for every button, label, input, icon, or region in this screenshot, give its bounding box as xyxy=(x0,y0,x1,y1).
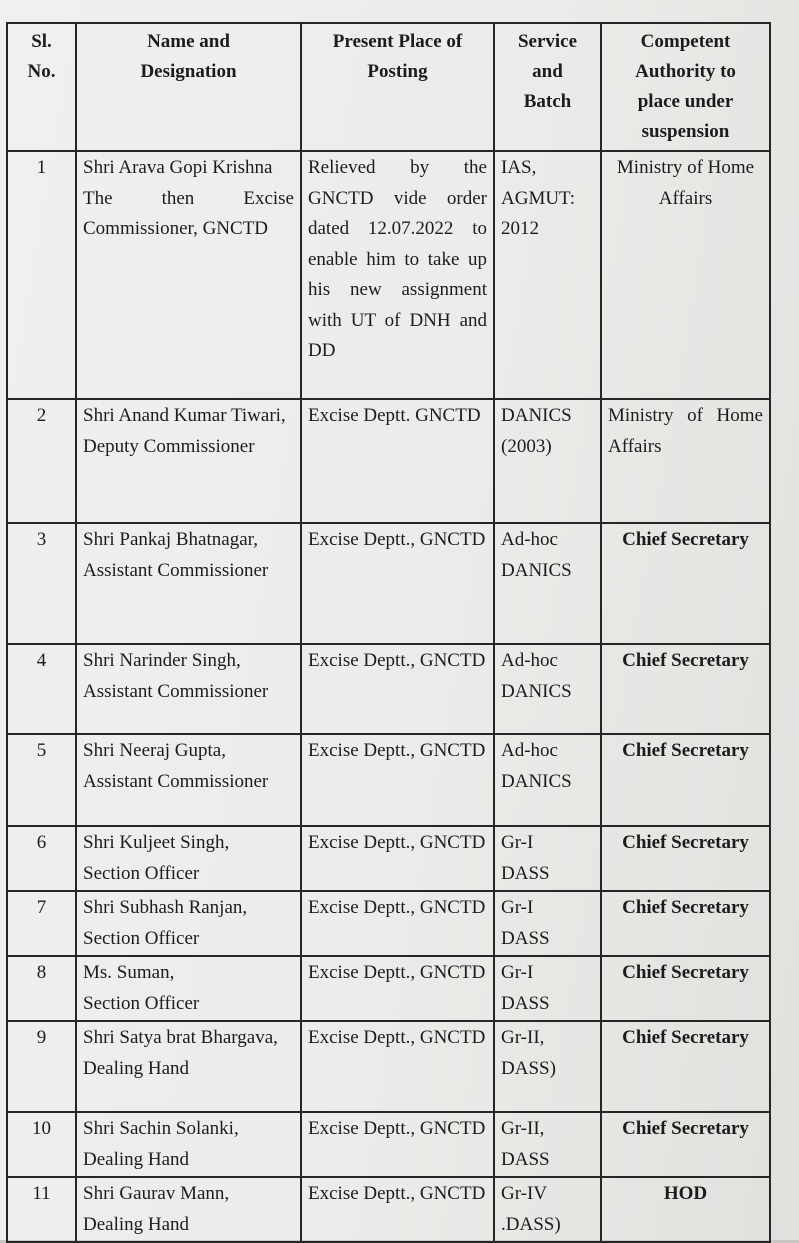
cell-service-batch xyxy=(494,644,601,734)
posting-text: Excise Deptt., GNCTD xyxy=(308,897,486,918)
header-row xyxy=(7,23,770,151)
cell-competent-authority xyxy=(601,399,770,523)
posting-text: Relieved by the GNCTD vide order dated 12.07.2022 to enable him to take up his new assignment with UT of DNH and DD xyxy=(308,157,487,361)
service-line: Gr-IV xyxy=(501,1183,548,1204)
header-line: Service xyxy=(517,31,578,52)
cell-posting xyxy=(301,399,494,523)
table-row xyxy=(7,956,770,1021)
service-line: Ad-hoc xyxy=(501,529,558,550)
service-line: DASS xyxy=(501,1148,550,1170)
cell-posting xyxy=(301,891,494,956)
authority-text: Chief Secretary xyxy=(622,529,749,550)
cell-name-designation xyxy=(76,399,301,523)
cell-competent-authority xyxy=(601,1021,770,1112)
cell-service-batch xyxy=(494,1177,601,1242)
cell-name-designation xyxy=(76,956,301,1021)
cell-competent-authority xyxy=(601,826,770,891)
cell-service-batch xyxy=(494,523,601,644)
designation: Section Officer xyxy=(83,992,200,1014)
service-line: .DASS) xyxy=(501,1213,561,1235)
cell-service-batch xyxy=(494,734,601,826)
sl-no: 6 xyxy=(36,832,47,853)
cell-sl-no xyxy=(7,399,76,523)
table-row xyxy=(7,1021,770,1112)
person-name: Shri Gaurav Mann, xyxy=(83,1183,230,1204)
person-name: Shri Arava Gopi Krishna xyxy=(83,157,273,178)
person-name: Shri Pankaj Bhatnagar, xyxy=(83,529,258,550)
header-present-posting xyxy=(301,23,494,151)
table-row xyxy=(7,1112,770,1177)
designation: Assistant Commissioner xyxy=(83,770,269,792)
cell-competent-authority xyxy=(601,644,770,734)
person-name: Shri Narinder Singh, xyxy=(83,650,241,671)
cell-name-designation xyxy=(76,1021,301,1112)
authority-text: Chief Secretary xyxy=(622,832,749,853)
authority-text: Chief Secretary xyxy=(622,1027,749,1048)
cell-posting xyxy=(301,1177,494,1242)
cell-name-designation xyxy=(76,523,301,644)
person-name: Shri Neeraj Gupta, xyxy=(83,740,226,761)
cell-sl-no xyxy=(7,1021,76,1112)
sl-no: 2 xyxy=(36,405,47,426)
designation: Assistant Commissioner xyxy=(83,680,269,702)
designation: Dealing Hand xyxy=(83,1057,190,1079)
sl-no: 10 xyxy=(32,1118,51,1139)
service-line: DASS xyxy=(501,862,550,884)
cell-service-batch xyxy=(494,891,601,956)
designation: Section Officer xyxy=(83,927,200,949)
service-line: DASS xyxy=(501,927,550,949)
cell-name-designation xyxy=(76,891,301,956)
sl-no: 1 xyxy=(36,157,47,178)
sl-no: 3 xyxy=(36,529,47,550)
header-name-designation xyxy=(76,23,301,151)
header-competent-authority xyxy=(601,23,770,151)
sl-no: 4 xyxy=(36,650,47,671)
designation: Dealing Hand xyxy=(83,1213,190,1235)
authority-text: Chief Secretary xyxy=(622,650,749,671)
cell-sl-no xyxy=(7,734,76,826)
table-row xyxy=(7,734,770,826)
cell-competent-authority xyxy=(601,734,770,826)
sl-no: 8 xyxy=(36,962,47,983)
service-line: Gr-I xyxy=(501,897,534,918)
sl-no: 7 xyxy=(36,897,47,918)
sl-no: 5 xyxy=(36,740,47,761)
cell-competent-authority xyxy=(601,523,770,644)
suspension-table xyxy=(6,22,771,1243)
service-line: DASS) xyxy=(501,1057,556,1079)
cell-service-batch xyxy=(494,956,601,1021)
table-row xyxy=(7,826,770,891)
posting-text: Excise Deptt., GNCTD xyxy=(308,1183,486,1204)
cell-posting xyxy=(301,644,494,734)
header-line: Name and xyxy=(147,31,230,52)
posting-text: Excise Deptt., GNCTD xyxy=(308,1027,486,1048)
service-line: DANICS xyxy=(501,559,572,581)
cell-sl-no xyxy=(7,1177,76,1242)
designation: The then Excise Commissioner, GNCTD xyxy=(83,187,294,239)
sl-no: 9 xyxy=(36,1027,47,1048)
cell-posting xyxy=(301,956,494,1021)
service-line: DANICS xyxy=(501,680,572,702)
cell-competent-authority xyxy=(601,151,770,399)
service-line: Ad-hoc xyxy=(501,740,558,761)
header-sl-no xyxy=(7,23,76,151)
header-line: No. xyxy=(27,61,56,82)
cell-posting xyxy=(301,1112,494,1177)
service-line: (2003) xyxy=(501,435,552,457)
header-line: Competent xyxy=(640,31,731,52)
cell-posting xyxy=(301,151,494,399)
service-line: DANICS xyxy=(501,770,572,792)
cell-name-designation xyxy=(76,826,301,891)
table-row xyxy=(7,523,770,644)
header-line: suspension xyxy=(641,121,730,142)
service-line: Gr-I xyxy=(501,832,534,853)
service-line: 2012 xyxy=(501,218,539,239)
cell-competent-authority xyxy=(601,956,770,1021)
cell-competent-authority xyxy=(601,1177,770,1242)
authority-text: Chief Secretary xyxy=(622,897,749,918)
person-name: Shri Anand Kumar Tiwari, xyxy=(83,405,286,426)
person-name: Shri Subhash Ranjan, xyxy=(83,897,248,918)
posting-text: Excise Deptt., GNCTD xyxy=(308,832,486,853)
designation: Dealing Hand xyxy=(83,1148,190,1170)
authority-text: Ministry of Home Affairs xyxy=(616,157,755,209)
header-line: and xyxy=(532,61,563,82)
header-service-batch xyxy=(494,23,601,151)
posting-text: Excise Deptt., GNCTD xyxy=(308,650,486,671)
table-row xyxy=(7,399,770,523)
cell-service-batch xyxy=(494,1112,601,1177)
header-line: Sl. xyxy=(31,31,52,52)
posting-text: Excise Deptt., GNCTD xyxy=(308,740,486,761)
cell-sl-no xyxy=(7,891,76,956)
service-line: DASS xyxy=(501,992,550,1014)
designation: Assistant Commissioner xyxy=(83,559,269,581)
cell-posting xyxy=(301,826,494,891)
person-name: Shri Satya brat Bhargava, xyxy=(83,1027,278,1048)
service-line: Gr-I xyxy=(501,962,534,983)
posting-text: Excise Deptt., GNCTD xyxy=(308,1118,486,1139)
cell-sl-no xyxy=(7,151,76,399)
cell-name-designation xyxy=(76,151,301,399)
cell-posting xyxy=(301,734,494,826)
service-line: Ad-hoc xyxy=(501,650,558,671)
cell-service-batch xyxy=(494,399,601,523)
person-name: Shri Sachin Solanki, xyxy=(83,1118,239,1139)
sl-no: 11 xyxy=(32,1183,51,1204)
header-line: Posting xyxy=(367,61,428,82)
header-line: Batch xyxy=(523,91,572,112)
cell-sl-no xyxy=(7,644,76,734)
authority-text: Chief Secretary xyxy=(622,740,749,761)
service-line: IAS, xyxy=(501,157,537,178)
table-row xyxy=(7,891,770,956)
authority-text: Chief Secretary xyxy=(622,1118,749,1139)
table-row xyxy=(7,644,770,734)
service-line: Gr-II, xyxy=(501,1118,545,1139)
person-name: Shri Kuljeet Singh, xyxy=(83,832,230,853)
authority-text: Ministry of Home Affairs xyxy=(608,405,763,457)
service-line: AGMUT: xyxy=(501,187,575,209)
authority-text: Chief Secretary xyxy=(622,962,749,983)
cell-sl-no xyxy=(7,1112,76,1177)
header-line: Present Place of xyxy=(332,31,463,52)
cell-service-batch xyxy=(494,826,601,891)
cell-posting xyxy=(301,1021,494,1112)
cell-service-batch xyxy=(494,151,601,399)
table-row xyxy=(7,151,770,399)
header-line: Authority to xyxy=(635,61,736,82)
cell-sl-no xyxy=(7,826,76,891)
service-line: Gr-II, xyxy=(501,1027,545,1048)
designation: Deputy Commissioner xyxy=(83,435,255,457)
cell-competent-authority xyxy=(601,891,770,956)
cell-sl-no xyxy=(7,956,76,1021)
header-line: Designation xyxy=(140,61,237,82)
cell-service-batch xyxy=(494,1021,601,1112)
posting-text: Excise Deptt., GNCTD xyxy=(308,962,486,983)
cell-posting xyxy=(301,523,494,644)
header-line: place under xyxy=(637,91,734,112)
table-row xyxy=(7,1177,770,1242)
cell-name-designation xyxy=(76,734,301,826)
authority-text: HOD xyxy=(663,1183,708,1204)
cell-sl-no xyxy=(7,523,76,644)
posting-text: Excise Deptt. GNCTD xyxy=(308,405,481,426)
cell-competent-authority xyxy=(601,1112,770,1177)
cell-name-designation xyxy=(76,644,301,734)
service-line: DANICS xyxy=(501,405,572,426)
cell-name-designation xyxy=(76,1112,301,1177)
posting-text: Excise Deptt., GNCTD xyxy=(308,529,486,550)
person-name: Ms. Suman, xyxy=(83,962,175,983)
cell-name-designation xyxy=(76,1177,301,1242)
designation: Section Officer xyxy=(83,862,200,884)
